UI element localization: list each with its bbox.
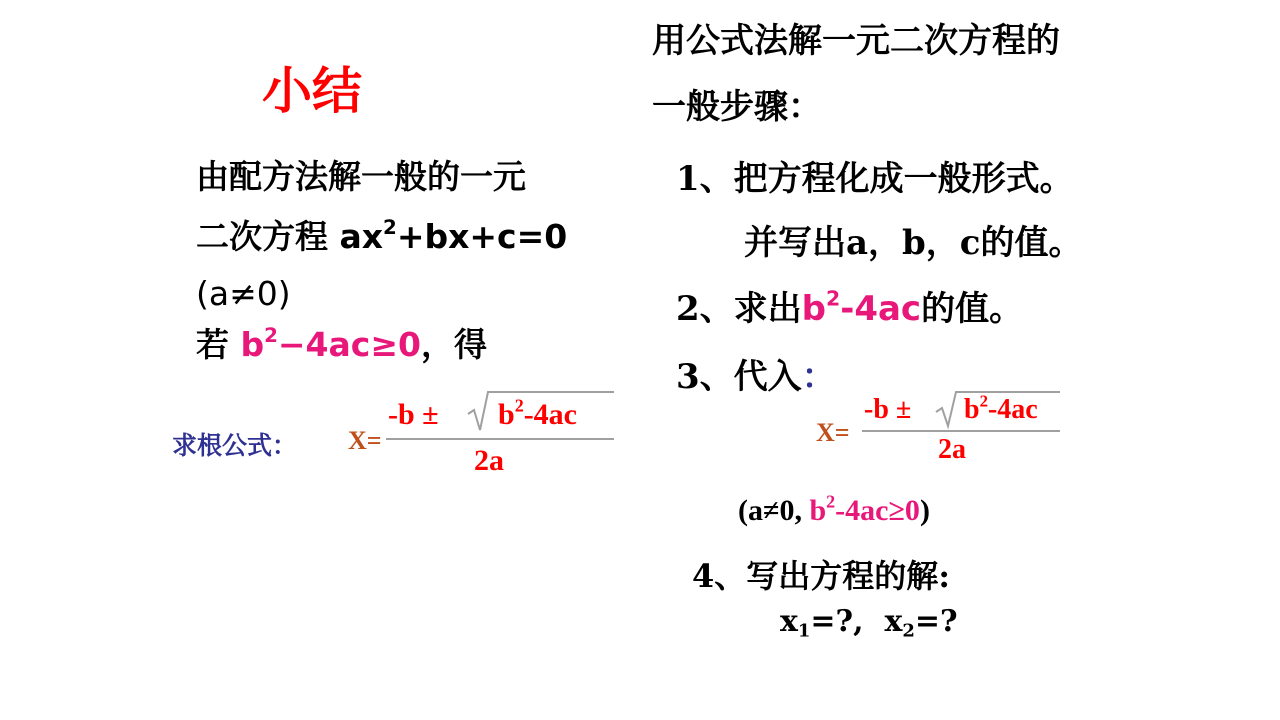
equation-prefix: 二次方程 ax [196, 217, 384, 256]
solution-line [780, 604, 958, 642]
cond-open: (a≠0, [738, 494, 810, 527]
step-1: 1、把方程化成一般形式。 [676, 159, 1074, 199]
step-2-exponent: 2 [826, 286, 841, 311]
radical-sign [466, 390, 496, 434]
step-1-detail: 并写出a，b，c的值。 [744, 223, 1083, 263]
fraction-bar [386, 438, 614, 440]
quadratic-formula-left [348, 390, 618, 480]
cond-rest: -4ac≥0 [835, 494, 920, 527]
solution-x1-value: =?, [810, 604, 864, 639]
equation-exponent: 2 [383, 216, 397, 240]
radicand-rest: -4ac [523, 398, 577, 431]
radicand-exponent-right: 2 [979, 391, 988, 411]
left-line-2 [196, 216, 568, 256]
radicand-right [964, 391, 1038, 426]
denominator: 2a [474, 444, 504, 477]
numerator-pm-right: -b ± [864, 394, 912, 425]
radical-bar-right [962, 391, 1060, 393]
solution-x2-subscript: 2 [902, 620, 915, 642]
solution-x2-value: =? [914, 604, 958, 639]
radicand-b-right: b [964, 394, 980, 425]
step-3 [676, 357, 836, 397]
formula-conditions [738, 491, 930, 527]
cond-close: ) [919, 494, 930, 527]
step-3-colon: ： [801, 357, 836, 397]
step-2 [676, 286, 1024, 329]
cond-discriminant [809, 491, 920, 527]
step-2-rest: -4ac [840, 289, 922, 329]
discriminant-b: b [240, 325, 265, 364]
step-2-b: b [801, 289, 827, 329]
right-heading-1: 用公式法解一元二次方程的 [652, 21, 1060, 61]
right-heading-2: 一般步骤： [652, 87, 822, 127]
numerator-pm: -b ± [388, 398, 439, 431]
left-line-1: 由配方法解一般的一元 [196, 157, 526, 196]
denominator-right: 2a [938, 434, 966, 465]
summary-title: 小结 [262, 62, 362, 120]
step-2-discriminant [801, 286, 922, 329]
formula-label: 求根公式： [172, 431, 298, 460]
step-3-text: 3、代入 [676, 357, 802, 397]
if-text: 若 [196, 325, 241, 364]
cond-exponent: 2 [826, 491, 836, 512]
get-text: ，得 [420, 325, 487, 364]
equation-suffix: +bx+c=0 [396, 217, 568, 256]
x-equals: X= [348, 426, 382, 455]
cond-b: b [809, 494, 827, 527]
x-equals-right: X= [816, 418, 850, 447]
discriminant-condition [241, 325, 421, 364]
radicand-exponent: 2 [514, 395, 524, 416]
solution-x2: x [884, 604, 903, 639]
step-2-suffix: 的值。 [921, 289, 1024, 329]
radicand [498, 395, 577, 432]
step-4: 4、写出方程的解: [692, 557, 951, 595]
radicand-b: b [498, 398, 515, 431]
discriminant-exponent: 2 [264, 324, 278, 348]
fraction-bar-right [862, 430, 1060, 432]
step-2-prefix: 2、求出 [676, 289, 802, 329]
solution-x1: x [780, 604, 798, 639]
left-line-4 [196, 324, 487, 364]
radical-sign-right [934, 390, 964, 430]
solution-x1-subscript: 1 [797, 620, 811, 642]
discriminant-rest: −4ac≥0 [277, 325, 421, 364]
left-line-3: (a≠0) [196, 274, 291, 313]
radicand-rest-right: -4ac [987, 394, 1038, 425]
radical-bar [494, 391, 614, 393]
quadratic-formula-right [816, 390, 1066, 470]
